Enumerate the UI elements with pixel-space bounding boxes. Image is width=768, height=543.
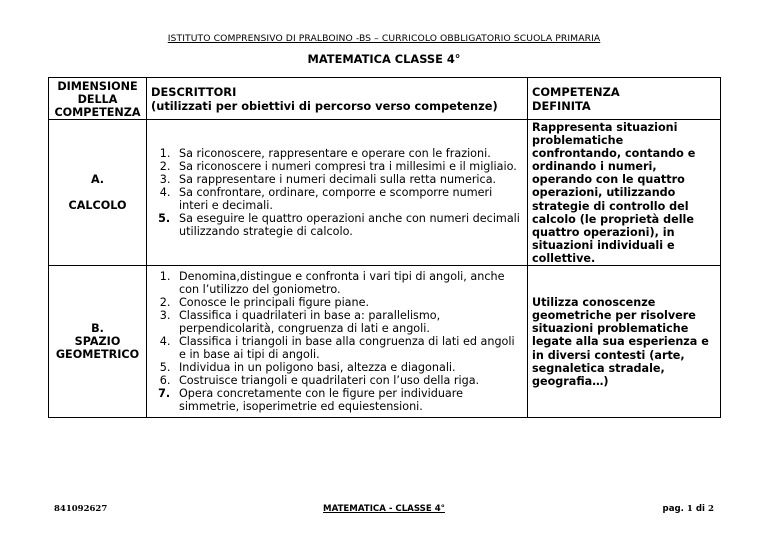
list-item: 3. Sa rappresentare i numeri decimali sulla retta numerica. — [174, 173, 523, 186]
dimension-letter: A. — [90, 172, 105, 186]
dimension-letter: B. — [91, 321, 104, 335]
header-descriptors — [147, 78, 528, 120]
page-of: di — [695, 504, 706, 514]
descriptors-spazio-geometrico — [147, 266, 528, 418]
table-header-row — [49, 78, 721, 120]
competence-calcolo: Rappresenta situazioni problematiche confrontando, contando e ordinando i numeri, operando con le quattro operazioni, utilizzando strategie di controllo del calcolo (le proprietà delle quattro operazioni), in situazioni individuali e collettive. — [528, 120, 721, 266]
list-item: 6. Costruisce triangoli e quadrilateri con l’uso della riga. — [174, 374, 523, 387]
page-number — [663, 504, 714, 514]
list-item: 5. Individua in un poligono basi, altezza e diagonali. — [174, 361, 523, 374]
list-item: 1. Sa riconoscere, rappresentare e operare con le frazioni. — [174, 147, 523, 160]
list-item: 4. Classifica i triangoli in base alla congruenza di lati ed angoli e in base ai tipi di angoli. — [174, 335, 523, 361]
list-item: 4. Sa confrontare, ordinare, comporre e scomporre numeri interi e decimali. — [174, 186, 523, 212]
page-current: 1 — [686, 504, 693, 514]
header-descriptors-subtitle: (utilizzati per obiettivi di percorso verso competenze) — [151, 99, 498, 113]
dimension-name: CALCOLO — [68, 199, 127, 213]
header-competence-line1: COMPETENZA — [532, 85, 620, 99]
list-item: 7. Opera concretamente con le figure per individuare simmetrie, isoperimetrie ed equiestensioni. — [174, 387, 523, 413]
list-item: 2. Sa riconoscere i numeri compresi tra i millesimi e il migliaio. — [174, 160, 523, 173]
dimension-calcolo — [49, 120, 147, 266]
header-competence — [528, 78, 721, 120]
list-item: 2. Conosce le principali figure piane. — [174, 296, 523, 309]
page-label: pag. — [662, 504, 684, 514]
page-total: 2 — [708, 504, 714, 514]
table-row-calcolo — [49, 120, 721, 266]
dimension-name-line2: GEOMETRICO — [55, 348, 140, 362]
footer-title: MATEMATICA - CLASSE 4° — [323, 504, 445, 514]
document-id: 841092627 — [54, 504, 108, 514]
table-row-spazio-geometrico — [49, 266, 721, 418]
header-dimension: DIMENSIONE DELLA COMPETENZA — [49, 78, 147, 120]
curriculum-table — [48, 77, 721, 418]
dimension-name-line1: SPAZIO — [74, 334, 121, 348]
descriptors-calcolo — [147, 120, 528, 266]
dimension-spazio-geometrico — [49, 266, 147, 418]
header-descriptors-title: DESCRITTORI — [151, 85, 237, 99]
document-title: MATEMATICA CLASSE 4° — [307, 52, 461, 66]
competence-spazio-geometrico: Utilizza conoscenze geometriche per risolvere situazioni problematiche legate alla sua esperienza e in diversi contesti (arte, segnaletica stradale, geografia…) — [528, 266, 721, 418]
list-item: 3. Classifica i quadrilateri in base a: parallelismo, perpendicolarità, congruenza di lati e angoli. — [174, 309, 523, 335]
list-item: 1. Denomina,distingue e confronta i vari tipi di angoli, anche con l’utilizzo del goniometro. — [174, 270, 523, 296]
list-item: 5. Sa eseguire le quattro operazioni anche con numeri decimali utilizzando strategie di calcolo. — [174, 212, 523, 238]
institute-header: ISTITUTO COMPRENSIVO DI PRALBOINO -BS – CURRICOLO OBBLIGATORIO SCUOLA PRIMARIA — [167, 33, 601, 44]
header-competence-line2: DEFINITA — [532, 99, 591, 113]
descriptor-list — [151, 270, 523, 414]
descriptor-list — [151, 147, 523, 239]
